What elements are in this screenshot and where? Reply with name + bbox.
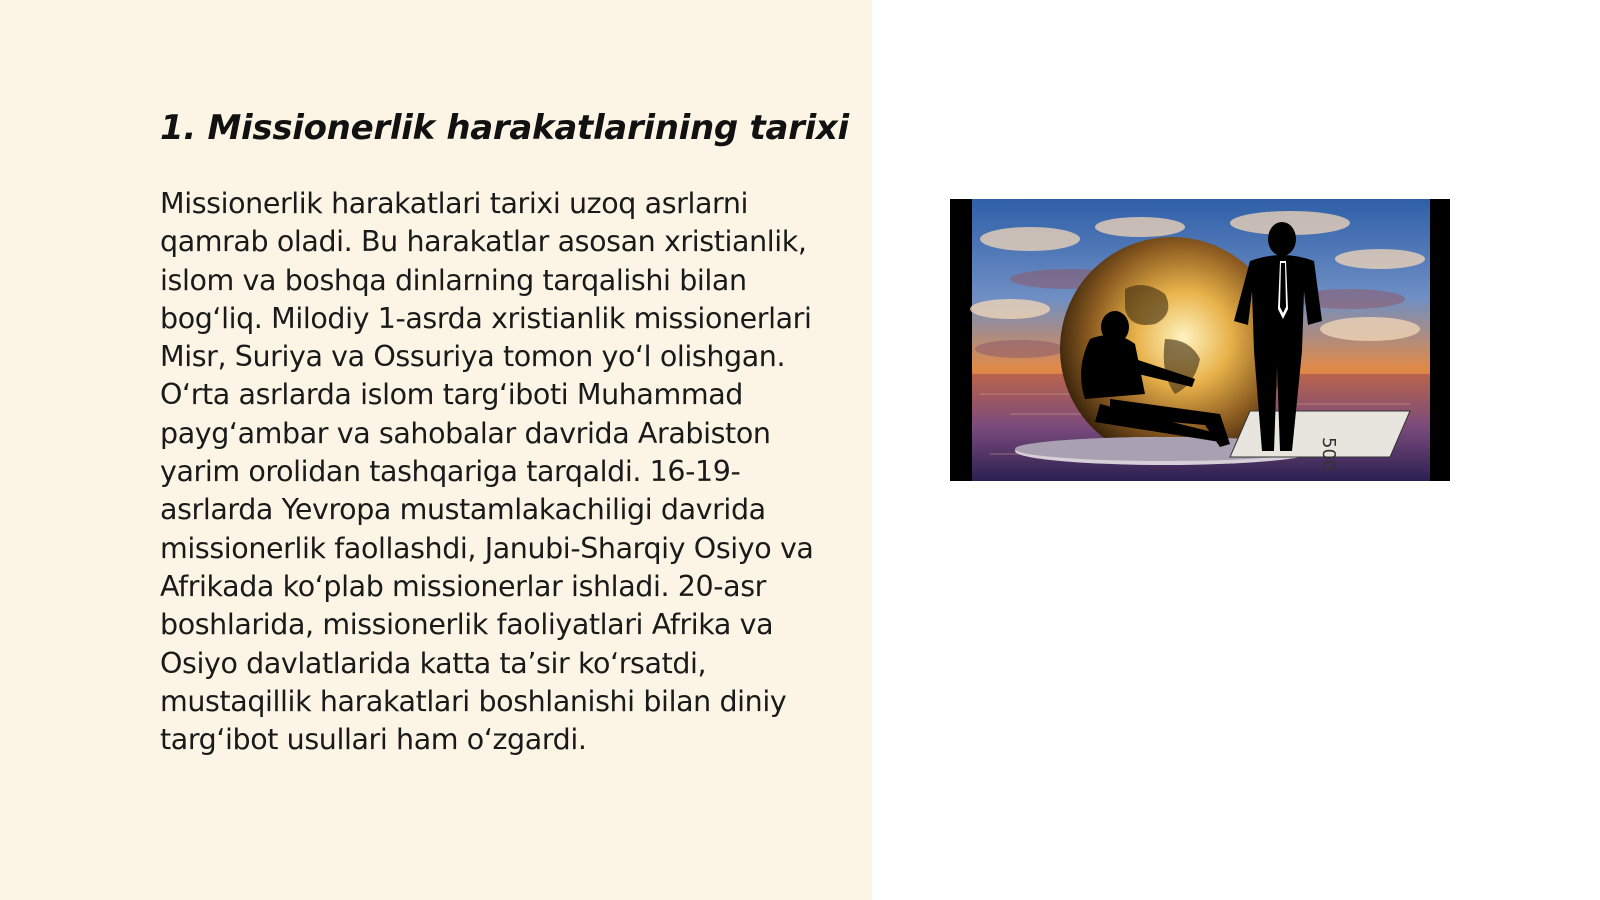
slide-title: 1. Missionerlik harakatlarining tarixi — [160, 108, 849, 148]
svg-text:500: 500 — [1318, 437, 1339, 472]
illustration-svg — [950, 199, 1450, 481]
globe-businessman-image — [950, 199, 1450, 481]
slide-body-text: Missionerlik harakatlari tarixi uzoq asrlarni qamrab oladi. Bu harakatlar asosan xristianlik, islom va boshqa dinlarning tarqalishi bilan bogʻliq. Milodiy 1-asrda xristianlik missionerlari Misr, Suriya va Ossuriya tomon yoʻl olishgan. Oʻrta asrlarda islom targʻiboti Muhammad paygʻambar va sahobalar davrida Arabiston yarim orolidan tashqariga tarqaldi. 16-19-asrlarda Yevropa mustamlakachiligi davrida missionerlik faollashdi, Janubi-Sharqiy Osiyo va Afrikada koʻplab missionerlar ishladi. 20-asr boshlarida, missionerlik faoliyatlari Afrika va Osiyo davlatlarida katta taʼsir koʻrsatdi, mustaqillik harakatlari boshlanishi bilan diniy targʻibot usullari ham oʻzgardi. — [160, 187, 814, 757]
